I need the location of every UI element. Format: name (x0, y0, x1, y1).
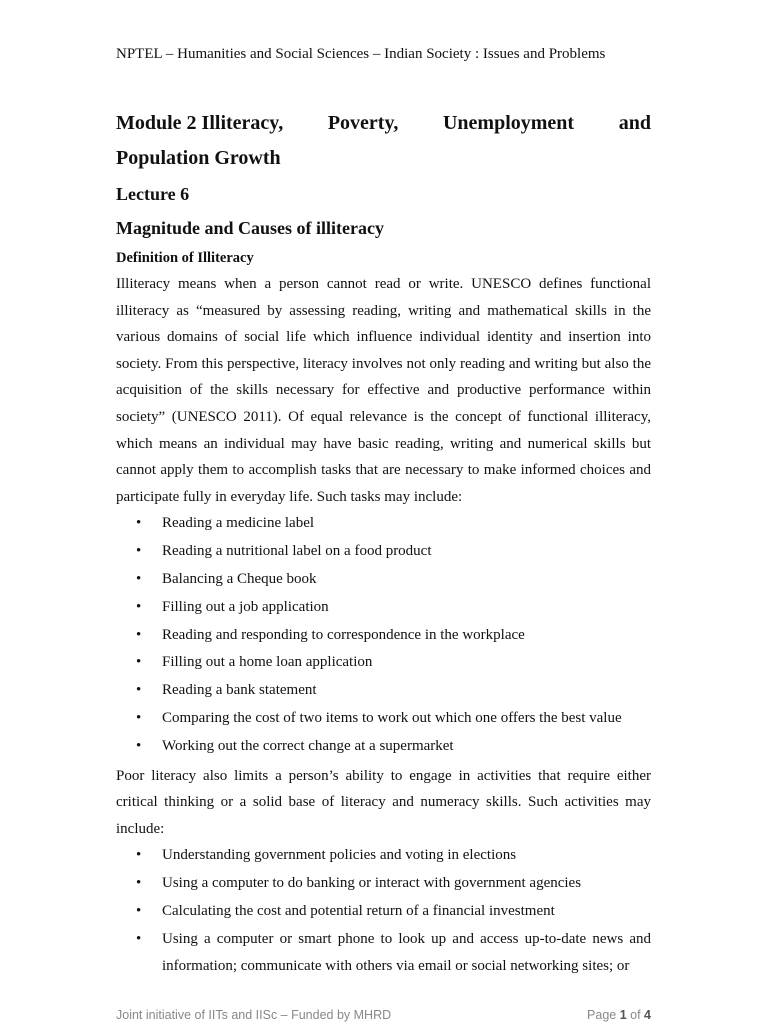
module-title-line2: Population Growth (116, 147, 281, 169)
module-title-word: and (618, 112, 651, 134)
bullet-icon: • (136, 626, 142, 643)
list-item (136, 870, 651, 898)
page-header: NPTEL – Humanities and Social Sciences – Indian Society : Issues and Problems (116, 46, 606, 62)
bullet-icon: • (136, 902, 142, 919)
topic-heading: Magnitude and Causes of illiteracy (116, 218, 384, 238)
list-item-text: Filling out a home loan application (162, 654, 373, 671)
list-item (136, 677, 651, 705)
list-item (136, 898, 651, 926)
list-item (136, 842, 651, 870)
section-subheading: Definition of Illiteracy (116, 250, 254, 266)
module-title-word: Unemployment (442, 112, 575, 134)
bullet-icon: • (136, 682, 142, 699)
page-prefix: Page (587, 1008, 620, 1022)
list-item-text: Comparing the cost of two items to work out which one offers the best value (162, 709, 622, 726)
bullet-icon: • (136, 737, 142, 754)
paragraph-definition: Illiteracy means when a person cannot read or write. UNESCO defines functional illiteracy as “measured by assessing reading, writing and mathematical skills in the various domains of social life which influence individual identity and insertion into society. From this perspective, literacy involves not only reading and writing but also the acquisition of the skills necessary for effective and productive performance within society” (UNESCO 2011). Of equal relevance is the concept of functional illiteracy, which means an individual may have basic reading, writing and numerical skills but cannot apply them to accomplish tasks that are necessary to make informed choices and participate fully in everyday life. Such tasks may include: (116, 276, 651, 505)
footer-funding-note: Joint initiative of IITs and IISc – Funded by MHRD (116, 1008, 392, 1022)
lecture-number: Lecture 6 (116, 184, 190, 204)
list-item-text: Reading a nutritional label on a food product (162, 543, 432, 560)
footer-page-number (587, 1008, 651, 1022)
page-current: 1 (619, 1008, 627, 1022)
page-of: of (626, 1008, 645, 1022)
page-content (116, 106, 651, 981)
list-item-text: Using a computer or smart phone to look up and access up-to-date news and information; communicate with others via email or social networking sites; or (162, 930, 651, 975)
list-item (136, 566, 651, 594)
list-item (136, 510, 651, 538)
list-item (136, 705, 651, 733)
module-title-line1 (116, 106, 651, 141)
bullet-icon: • (136, 598, 142, 615)
list-item-text: Understanding government policies and voting in elections (162, 847, 517, 864)
module-title-word: Poverty, (327, 112, 399, 134)
list-item (136, 926, 651, 982)
task-list (116, 510, 651, 760)
list-item-text: Reading a bank statement (162, 682, 317, 699)
list-item (136, 649, 651, 677)
list-item-text: Calculating the cost and potential return of a financial investment (162, 902, 555, 919)
bullet-icon: • (136, 570, 142, 587)
list-item-text: Using a computer to do banking or interact with government agencies (162, 875, 582, 892)
bullet-icon: • (136, 847, 142, 864)
list-item (136, 622, 651, 650)
list-item-text: Working out the correct change at a supermarket (162, 737, 454, 754)
module-title-word: Module 2 Illiteracy, (116, 112, 284, 134)
list-item-text: Filling out a job application (162, 598, 329, 615)
list-item (136, 538, 651, 566)
activity-list (116, 842, 651, 981)
page-total: 4 (644, 1008, 651, 1022)
bullet-icon: • (136, 930, 142, 947)
module-title (116, 106, 651, 176)
bullet-icon: • (136, 709, 142, 726)
bullet-icon: • (136, 543, 142, 560)
list-item (136, 733, 651, 761)
list-item-text: Reading a medicine label (162, 515, 315, 532)
list-item-text: Balancing a Cheque book (162, 570, 317, 587)
list-item (136, 594, 651, 622)
list-item-text: Reading and responding to correspondence in the workplace (162, 626, 525, 643)
bullet-icon: • (136, 654, 142, 671)
bullet-icon: • (136, 515, 142, 532)
paragraph-poor-literacy: Poor literacy also limits a person’s ability to engage in activities that require either critical thinking or a solid base of literacy and numeracy skills. Such activities may include: (116, 767, 651, 837)
bullet-icon: • (136, 875, 142, 892)
